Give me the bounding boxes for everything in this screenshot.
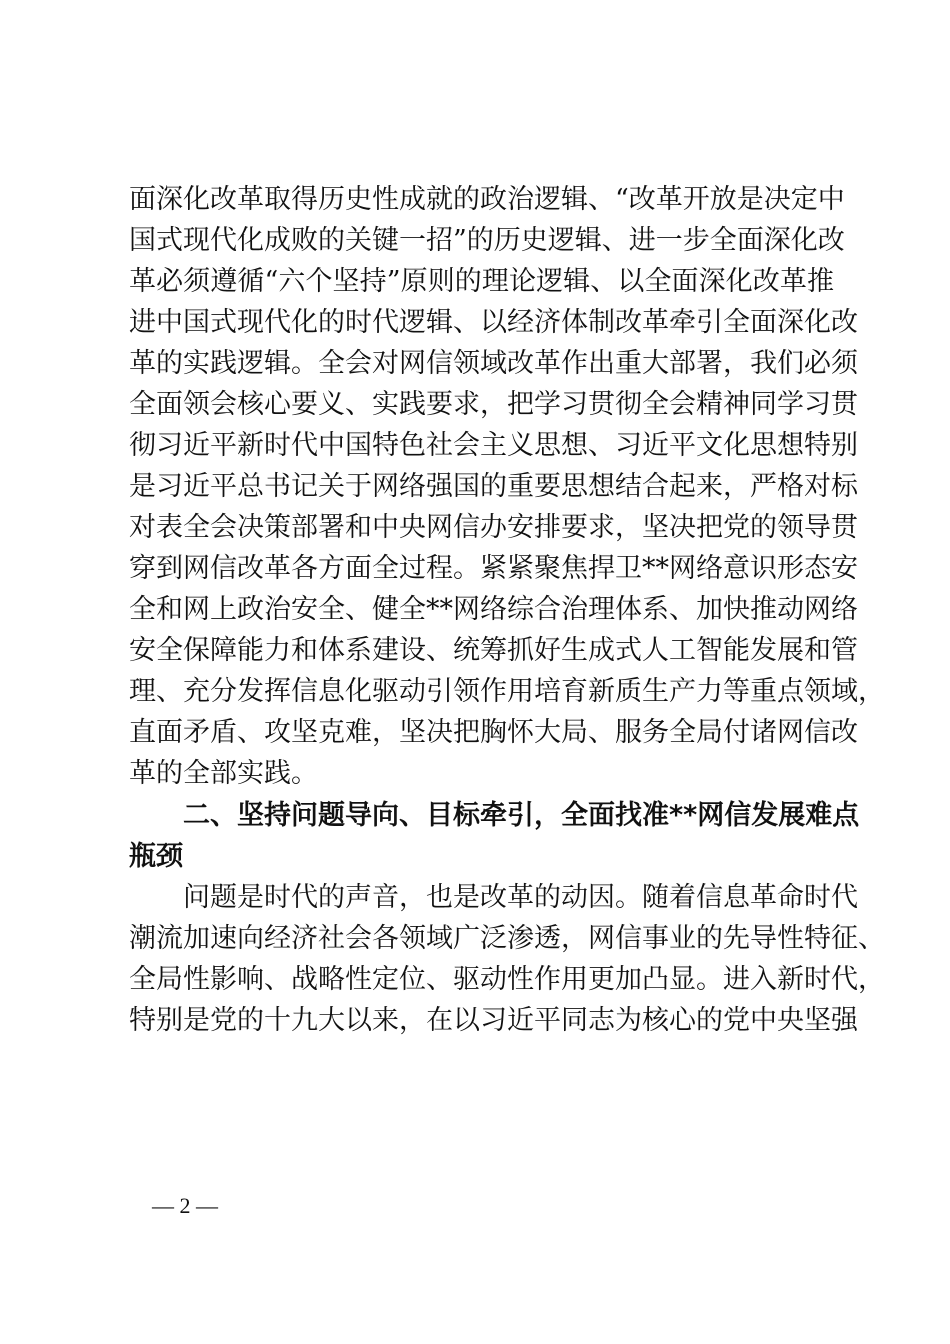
paragraph-1-line-9: 对表全会决策部署和中央网信办安排要求，坚决把党的领导贯 (129, 512, 858, 543)
paragraph-1-line-11: 全和网上政治安全、健全**网络综合治理体系、加快推动网络 (129, 594, 858, 625)
section-heading-line-1: 二、坚持问题导向、目标牵引，全面找准**网信发展难点 (183, 800, 860, 831)
paragraph-1-line-14: 直面矛盾、攻坚克难，坚决把胸怀大局、服务全局付诸网信改 (129, 717, 858, 748)
paragraph-1-line-13: 理、充分发挥信息化驱动引领作用培育新质生产力等重点领域， (129, 676, 885, 707)
paragraph-1-line-10: 穿到网信改革各方面全过程。紧紧聚焦捍卫**网络意识形态安 (129, 553, 858, 584)
paragraph-2-line-1: 问题是时代的声音，也是改革的动因。随着信息革命时代 (183, 882, 858, 913)
paragraph-1-line-5: 革的实践逻辑。全会对网信领域改革作出重大部署，我们必须 (129, 348, 858, 379)
paragraph-1-line-1: 面深化改革取得历史性成就的政治逻辑、“改革开放是决定中 (129, 184, 845, 215)
paragraph-2-line-4: 特别是党的十九大以来，在以习近平同志为核心的党中央坚强 (129, 1005, 858, 1036)
paragraph-1-line-6: 全面领会核心要义、实践要求，把学习贯彻全会精神同学习贯 (129, 389, 858, 420)
paragraph-1-line-3: 革必须遵循“六个坚持”原则的理论逻辑、以全面深化改革推 (129, 266, 834, 297)
page-number: — 2 — (152, 1193, 218, 1218)
paragraph-2-line-2: 潮流加速向经济社会各领域广泛渗透，网信事业的先导性特征、 (129, 923, 885, 954)
paragraph-1-line-12: 安全保障能力和体系建设、统筹抓好生成式人工智能发展和管 (129, 635, 858, 666)
paragraph-2-line-3: 全局性影响、战略性定位、驱动性作用更加凸显。进入新时代， (129, 964, 885, 995)
paragraph-1-line-2: 国式现代化成败的关键一招”的历史逻辑、进一步全面深化改 (129, 225, 845, 256)
paragraph-1-line-8: 是习近平总书记关于网络强国的重要思想结合起来，严格对标 (129, 471, 858, 502)
paragraph-1-line-7: 彻习近平新时代中国特色社会主义思想、习近平文化思想特别 (129, 430, 858, 461)
paragraph-1-line-4: 进中国式现代化的时代逻辑、以经济体制改革牵引全面深化改 (129, 307, 858, 338)
section-heading-line-2: 瓶颈 (129, 841, 183, 872)
paragraph-1-line-15: 革的全部实践。 (129, 758, 318, 789)
